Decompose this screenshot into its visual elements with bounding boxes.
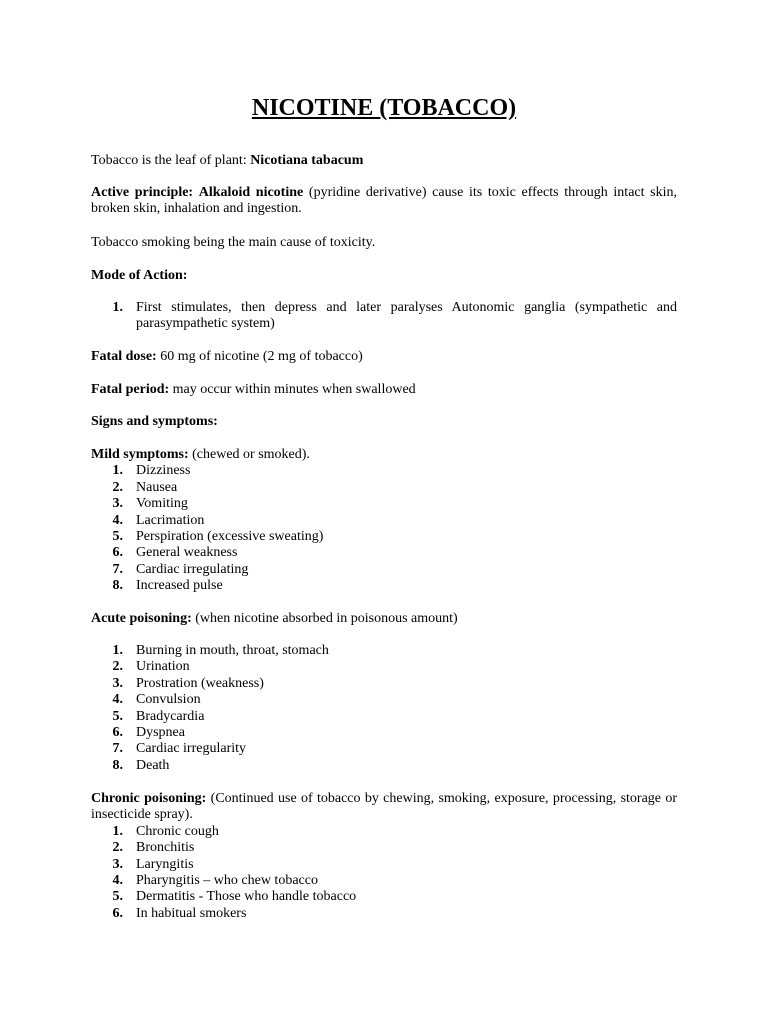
list-item-text: Burning in mouth, throat, stomach (136, 643, 329, 658)
list-item-text: Cardiac irregularity (136, 741, 247, 757)
list-item-text: Increased pulse (136, 578, 223, 594)
list-item (91, 480, 677, 496)
list-item-text: Bradycardia (136, 708, 205, 724)
acute-poisoning-note: (when nicotine absorbed in poisonous amount) (195, 611, 458, 626)
list-item-text: Nausea (136, 479, 178, 495)
mode-heading-text: Mode of Action: (91, 268, 188, 283)
chronic-poisoning-block (91, 791, 677, 922)
list-item-text: Prostration (weakness) (136, 675, 264, 691)
list-item-number: 6. (112, 725, 123, 741)
list-item-number: 7. (112, 561, 123, 577)
list-item-number: 1. (112, 823, 123, 839)
list-item (91, 513, 677, 529)
list-item (91, 562, 677, 578)
fatal-dose-label: Fatal dose: (91, 349, 157, 364)
list-item-number: 5. (112, 529, 123, 545)
list-item-text: Death (136, 757, 170, 773)
fatal-dose-text: 60 mg of nicotine (2 mg of tobacco) (160, 349, 363, 364)
list-item (91, 857, 677, 873)
active-principle-text: (pyridine derivative) cause its toxic effects through intact skin, broken skin, inhalation and ingestion. (91, 185, 678, 217)
plant-name: Nicotiana tabacum (250, 153, 364, 168)
list-item-number: 5. (112, 889, 123, 905)
list-item-number: 2. (112, 840, 123, 856)
list-item (91, 889, 677, 905)
list-item-number: 6. (112, 905, 123, 921)
list-item-number: 1. (112, 643, 123, 658)
list-item-text: Pharyngitis – who chew tobacco (136, 873, 318, 889)
list-item-number: 3. (112, 675, 123, 691)
list-item-text: Laryngitis (136, 856, 194, 872)
list-item (91, 659, 677, 675)
chronic-poisoning-label: Chronic poisoning: (91, 791, 207, 806)
list-item (91, 758, 677, 774)
list-item (91, 643, 677, 659)
list-item-number: 4. (112, 873, 123, 889)
list-item-number: 1. (112, 463, 123, 479)
mild-symptoms-list (91, 463, 677, 594)
fatal-period-text: may occur within minutes when swallowed (172, 382, 416, 397)
active-principle-label: Active principle: (91, 185, 194, 200)
list-item-number: 4. (112, 692, 123, 708)
list-item-number: 1. (112, 300, 123, 315)
mild-symptoms-line (91, 447, 677, 463)
smoking-paragraph: Tobacco smoking being the main cause of toxicity. (91, 235, 376, 250)
list-item-text: Dermatitis - Those who handle tobacco (136, 889, 357, 905)
mild-symptoms-label: Mild symptoms: (91, 447, 189, 462)
mode-list (91, 300, 677, 333)
list-item (91, 840, 677, 856)
fatal-dose-paragraph (91, 349, 677, 365)
list-item-number: 3. (112, 496, 123, 512)
list-item-text: In habitual smokers (136, 905, 247, 921)
signs-heading (91, 414, 677, 430)
list-item-number: 2. (112, 659, 123, 675)
list-item-text: Perspiration (excessive sweating) (136, 529, 324, 545)
list-item (91, 529, 677, 545)
list-item-number: 2. (112, 479, 123, 495)
list-item (91, 545, 677, 561)
list-item-number: 8. (112, 578, 123, 594)
mode-heading (91, 268, 677, 284)
fatal-period-label: Fatal period: (91, 382, 170, 397)
list-item-number: 6. (112, 545, 123, 561)
list-item-text: Dyspnea (136, 725, 185, 741)
acute-poisoning-label: Acute poisoning: (91, 611, 192, 626)
list-item-text: Vomiting (136, 496, 188, 512)
list-item-text: Cardiac irregulating (136, 561, 249, 577)
list-item (91, 741, 677, 757)
list-item (91, 709, 677, 725)
signs-heading-text: Signs and symptoms: (91, 414, 218, 429)
mode-list-block (91, 300, 677, 333)
list-item (91, 906, 677, 922)
list-item (91, 692, 677, 708)
list-item-number: 5. (112, 708, 123, 724)
list-item-text: Bronchitis (136, 840, 195, 856)
acute-list-block (91, 643, 677, 774)
active-principle-paragraph (91, 185, 677, 218)
list-item (91, 725, 677, 741)
fatal-period-paragraph (91, 382, 677, 398)
list-item (91, 676, 677, 692)
list-item (91, 824, 677, 840)
chronic-poisoning-list (91, 824, 677, 922)
intro-text: Tobacco is the leaf of plant: (91, 153, 251, 168)
list-item (91, 300, 677, 333)
list-item-number: 7. (112, 741, 123, 757)
acute-poisoning-line (91, 611, 677, 627)
list-item-number: 8. (112, 757, 123, 773)
list-item-text: Urination (136, 659, 190, 675)
list-item-text: Lacrimation (136, 512, 205, 528)
list-item (91, 873, 677, 889)
chronic-poisoning-paragraph (91, 791, 677, 824)
list-item-text: Chronic cough (136, 823, 219, 839)
mild-symptoms-note: (chewed or smoked). (192, 447, 310, 462)
list-item (91, 578, 677, 594)
list-item-text: Convulsion (136, 692, 201, 708)
chronic-poisoning-note: (Continued use of tobacco by chewing, smoking, exposure, processing, storage or insecticide spray). (91, 791, 677, 823)
list-item (91, 496, 677, 512)
list-item-text: First stimulates, then depress and later paralyses Autonomic ganglia (sympathetic and parasympathetic system) (136, 300, 677, 332)
mild-symptoms-block (91, 447, 677, 595)
intro-paragraph (91, 153, 677, 169)
list-item-text: General weakness (136, 545, 238, 561)
list-item-number: 3. (112, 856, 123, 872)
acute-poisoning-list (91, 643, 677, 774)
active-principle-term: Alkaloid nicotine (198, 185, 304, 200)
list-item-number: 4. (112, 512, 123, 528)
list-item-text: Dizziness (136, 463, 191, 479)
list-item (91, 463, 677, 479)
page-title: NICOTINE (TOBACCO) (251, 95, 517, 121)
